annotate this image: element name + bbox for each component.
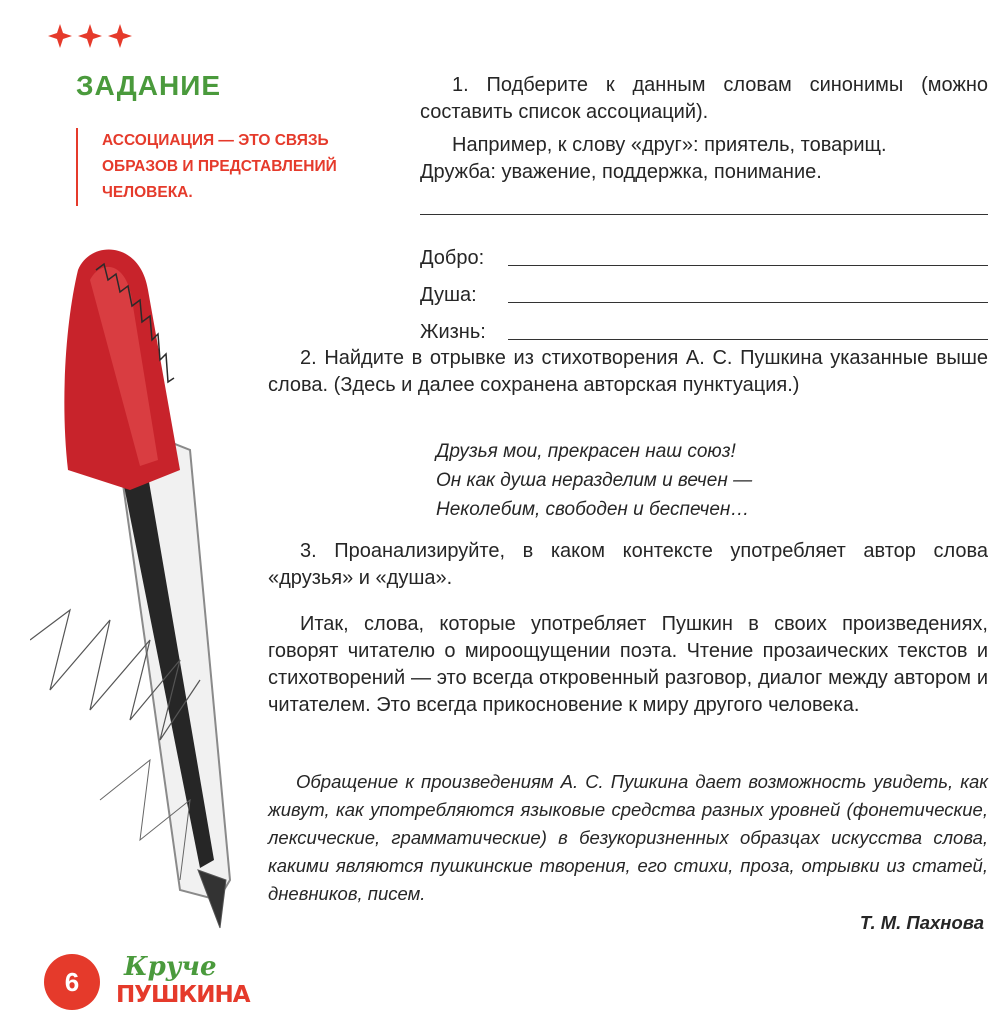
poem-line: Он как душа неразделим и вечен — bbox=[436, 470, 753, 491]
page-number: 6 bbox=[44, 954, 100, 1010]
quote-paragraph: Обращение к произведениям А. С. Пушкина дает возможность увидеть, как живут, как употребляются языковые средства разных уровней (фонетические, лексические, грамматические) в безукоризненных образцах искусства слова, какими являются пушкинские творения, его стихи, проза, отрывки из статей, дневников, писем. bbox=[268, 771, 988, 904]
answer-row-dusha bbox=[420, 272, 988, 309]
association-definition: АССОЦИАЦИЯ — ЭТО СВЯЗЬ ОБРАЗОВ И ПРЕДСТАВЛЕНИЙ ЧЕЛОВЕКА. bbox=[76, 128, 382, 206]
answer-line-zhizn[interactable] bbox=[508, 339, 988, 340]
pushkin-poem-excerpt bbox=[436, 437, 856, 524]
task-1-example-line-1: Например, к слову «друг»: приятель, товарищ. bbox=[452, 134, 887, 156]
answer-line-dobro[interactable] bbox=[508, 265, 988, 266]
answer-label-zhizn: Жизнь: bbox=[420, 321, 486, 343]
poem-line: Неколебим, свободен и беспечен… bbox=[436, 499, 750, 520]
summary-paragraph: Итак, слова, которые употребляет Пушкин в своих произведениях, говорят читателю о мироощущении поэта. Чтение прозаических текстов и стихотворений — это всегда откровенный разговор, диалог между автором и читателем. Это всегда прикосновение к миру другого человека. bbox=[268, 613, 988, 716]
task-1-text: 1. Подберите к данным словам синонимы (можно составить список ассоциаций). bbox=[420, 74, 988, 123]
quote-author: Т. М. Пахнова bbox=[859, 912, 984, 933]
logo-top-text: Круче bbox=[124, 952, 217, 982]
kruche-pushkina-logo bbox=[116, 952, 250, 1012]
answer-label-dusha: Душа: bbox=[420, 284, 477, 306]
answer-line-general[interactable] bbox=[420, 214, 988, 215]
answer-row-dobro bbox=[420, 235, 988, 272]
task-3-text: 3. Проанализируйте, в каком контексте употребляет автор слова «друзья» и «душа». bbox=[268, 540, 988, 589]
answer-label-dobro: Добро: bbox=[420, 247, 485, 269]
poem-line: Друзья мои, прекрасен наш союз! bbox=[436, 441, 736, 462]
diamond-stars-icon bbox=[48, 22, 132, 50]
task-1-example-line-2: Дружба: уважение, поддержка, понимание. bbox=[420, 161, 822, 183]
task-title: ЗАДАНИЕ bbox=[76, 70, 221, 101]
task-2-text: 2. Найдите в отрывке из стихотворения А. С. Пушкина указанные выше слова. (Здесь и далее сохранена авторская пунктуация.) bbox=[268, 347, 988, 396]
answer-line-dusha[interactable] bbox=[508, 302, 988, 303]
pen-illustration bbox=[30, 240, 260, 940]
answer-row-zhizn bbox=[420, 309, 988, 346]
logo-bottom-text: ПУШКИНА bbox=[116, 982, 250, 1008]
